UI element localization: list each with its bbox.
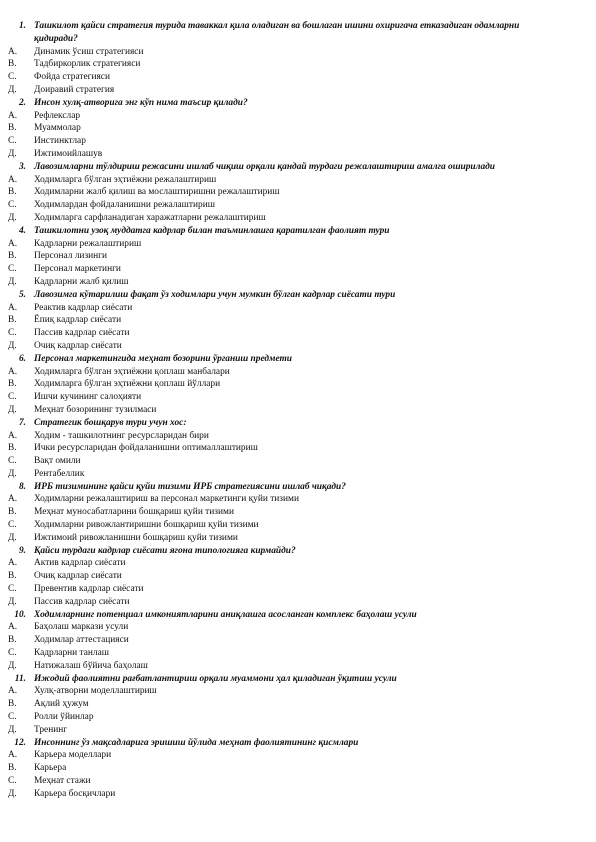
answer-option bbox=[0, 340, 596, 353]
answer-option bbox=[0, 110, 596, 123]
option-letter: C. bbox=[8, 136, 17, 147]
answer-option bbox=[0, 442, 596, 455]
answer-option bbox=[0, 455, 596, 468]
option-text: Ходимларга сарфланадиган харажатларни режалаштириш bbox=[34, 212, 266, 223]
option-letter: Д. bbox=[8, 532, 17, 543]
option-letter: C. bbox=[8, 712, 17, 723]
option-letter: B. bbox=[8, 187, 17, 198]
question-text: Ижодий фаолиятни рағбатлантириш орқали муаммони ҳал қиладиган ўқитиш усули bbox=[34, 673, 397, 684]
option-letter: B. bbox=[8, 251, 17, 262]
option-text: Ходим - ташкилотнинг ресурсларидан бири bbox=[34, 430, 209, 441]
answer-option bbox=[0, 775, 596, 788]
option-letter: A. bbox=[8, 622, 18, 633]
question-text: Инсон хулқ-атворига энг кўп нима таъсир қилади? bbox=[34, 97, 248, 108]
question-number: 9. bbox=[18, 545, 26, 556]
option-text: Рефлекслар bbox=[34, 110, 81, 121]
question-number: 1. bbox=[18, 21, 26, 31]
option-letter: B. bbox=[8, 123, 17, 134]
answer-option bbox=[0, 711, 596, 724]
question-row bbox=[0, 481, 596, 494]
answer-option bbox=[0, 366, 596, 379]
option-letter: A. bbox=[8, 366, 18, 377]
option-letter: C. bbox=[8, 520, 17, 531]
option-text: Ходимларга бўлган эҳтиёжни қоплаш манбалари bbox=[34, 366, 230, 377]
question-number: 5. bbox=[18, 289, 26, 300]
question-row bbox=[0, 673, 596, 686]
option-letter: C. bbox=[8, 264, 17, 275]
option-text: Меҳнат бозорининг тузилмаси bbox=[34, 404, 157, 415]
option-letter: Д. bbox=[8, 340, 17, 351]
question-number: 6. bbox=[18, 353, 26, 364]
option-letter: A. bbox=[8, 430, 18, 441]
option-letter: B. bbox=[8, 379, 17, 390]
option-letter: B. bbox=[8, 315, 17, 326]
answer-option bbox=[0, 186, 596, 199]
option-letter: C. bbox=[8, 328, 17, 339]
option-text: Хулқ-атворни моделлаштириш bbox=[34, 686, 157, 697]
answer-option bbox=[0, 314, 596, 327]
option-letter: B. bbox=[8, 571, 17, 582]
question-row bbox=[0, 161, 596, 174]
answer-option bbox=[0, 634, 596, 647]
option-text: Ходимлар аттестацияси bbox=[34, 635, 129, 646]
answer-option bbox=[0, 685, 596, 698]
answer-option bbox=[0, 532, 596, 545]
question-row bbox=[0, 97, 596, 110]
option-letter: Д. bbox=[8, 84, 17, 95]
option-text: Пассив кадрлар сиёсати bbox=[34, 596, 130, 607]
answer-option bbox=[0, 58, 596, 71]
question-text: Қайси турдаги кадрлар сиёсати ягона типологияга кирмайди? bbox=[34, 545, 296, 556]
option-text: Натижалаш бўйича баҳолаш bbox=[34, 660, 148, 671]
answer-option bbox=[0, 570, 596, 583]
answer-option bbox=[0, 238, 596, 251]
answer-option bbox=[0, 135, 596, 148]
option-letter: Д. bbox=[8, 404, 17, 415]
answer-option bbox=[0, 519, 596, 532]
answer-option bbox=[0, 84, 596, 97]
option-letter: B. bbox=[8, 443, 17, 454]
question-row bbox=[0, 545, 596, 558]
answer-option bbox=[0, 302, 596, 315]
answer-option bbox=[0, 493, 596, 506]
question-text: Персонал маркетингида меҳнат бозорини ўрганиш предмети bbox=[34, 353, 292, 364]
question-number: 3. bbox=[18, 161, 26, 172]
answer-option bbox=[0, 506, 596, 519]
option-text: Актив кадрлар сиёсати bbox=[34, 558, 126, 569]
option-letter: B. bbox=[8, 763, 17, 774]
answer-option bbox=[0, 71, 596, 84]
answer-option bbox=[0, 557, 596, 570]
option-text: Фойда стратегияси bbox=[34, 72, 110, 83]
option-letter: A. bbox=[8, 750, 18, 761]
option-letter: B. bbox=[8, 59, 17, 70]
answer-option bbox=[0, 148, 596, 161]
answer-option bbox=[0, 391, 596, 404]
answer-option bbox=[0, 404, 596, 417]
answer-option bbox=[0, 660, 596, 673]
option-letter: A. bbox=[8, 686, 18, 697]
option-text: Баҳолаш маркази усули bbox=[34, 622, 129, 633]
answer-option bbox=[0, 647, 596, 660]
option-letter: C. bbox=[8, 72, 17, 83]
option-text: Ёпиқ кадрлар сиёсати bbox=[34, 315, 122, 326]
answer-option bbox=[0, 263, 596, 276]
option-letter: Д. bbox=[8, 276, 17, 287]
option-text: Карьера моделлари bbox=[34, 750, 112, 761]
answer-option bbox=[0, 327, 596, 340]
option-letter: C. bbox=[8, 392, 17, 403]
option-letter: A. bbox=[8, 302, 18, 313]
option-text: Ақлий ҳужум bbox=[34, 699, 89, 710]
question-number: 2. bbox=[18, 97, 26, 108]
option-text: Ходимларга бўлган эҳтиёжни режалаштириш bbox=[34, 174, 217, 185]
option-text: Карьера босқичлари bbox=[34, 788, 116, 799]
question-number: 4. bbox=[18, 225, 26, 236]
question-text: Стратегик бошқарув тури учун хос: bbox=[34, 417, 187, 428]
option-text: Ходимларга бўлган эҳтиёжни қоплаш йўллари bbox=[34, 379, 221, 390]
question-text: Инсоннинг ўз мақсадларига эришиш йўлида меҳнат фаолиятининг қисмлари bbox=[34, 737, 359, 748]
option-letter: B. bbox=[8, 635, 17, 646]
option-text: Ходимларни режалаштириш ва персонал маркетинги қуйи тизими bbox=[34, 494, 299, 505]
option-text: Меҳнат муносабатларини бошқариш қуйи тизими bbox=[34, 507, 234, 518]
answer-option bbox=[0, 762, 596, 775]
option-letter: C. bbox=[8, 776, 17, 787]
option-text: Рентабеллик bbox=[34, 468, 85, 479]
option-text: Ходимларни ривожлантиришни бошқариш қуйи тизими bbox=[34, 520, 259, 531]
option-letter: Д. bbox=[8, 212, 17, 223]
option-letter: Д. bbox=[8, 468, 17, 479]
answer-option bbox=[0, 596, 596, 609]
option-letter: Д. bbox=[8, 596, 17, 607]
option-text: Ходимлардан фойдаланишни режалаштириш bbox=[34, 200, 215, 211]
option-text: Ролли ўйинлар bbox=[34, 712, 94, 723]
question-text: ИРБ тизимининг қайси қуйи тизими ИРБ стратегиясини ишлаб чиқади? bbox=[34, 481, 346, 492]
answer-option bbox=[0, 749, 596, 762]
answer-option bbox=[0, 583, 596, 596]
option-text: Тренинг bbox=[34, 724, 68, 735]
answer-option bbox=[0, 122, 596, 135]
option-text: Очиқ кадрлар сиёсати bbox=[34, 571, 122, 582]
option-letter: A. bbox=[8, 238, 18, 249]
question-text: Ташкилот қайси стратегия турида таваккал қила оладиган ва бошлаган ишини охиригача етказадиган одамларни қидиради? bbox=[34, 21, 520, 44]
option-text: Кадрларни режалаштириш bbox=[34, 238, 142, 249]
question-text: Ташкилотни узоқ муддатга кадрлар билан таъминлашга қаратилган фаолият тури bbox=[34, 225, 390, 236]
answer-option bbox=[0, 468, 596, 481]
question-row bbox=[0, 353, 596, 366]
question-row bbox=[0, 737, 596, 750]
option-text: Кадрларни танлаш bbox=[34, 648, 109, 659]
option-letter: C. bbox=[8, 648, 17, 659]
option-letter: Д. bbox=[8, 660, 17, 671]
question-number: 11. bbox=[14, 673, 26, 684]
option-text: Кадрларни жалб қилиш bbox=[34, 276, 129, 287]
option-text: Муаммолар bbox=[34, 123, 81, 134]
option-text: Динамик ўсиш стратегияси bbox=[34, 46, 144, 57]
option-letter: Д. bbox=[8, 724, 17, 735]
option-text: Карьера bbox=[34, 763, 67, 774]
option-text: Ижтимоий ривожланишни бошқариш қуйи тизими bbox=[34, 532, 238, 543]
option-text: Инстинктлар bbox=[34, 136, 86, 147]
question-row bbox=[0, 20, 596, 46]
question-number: 10. bbox=[14, 609, 26, 620]
option-text: Вақт омили bbox=[34, 456, 81, 467]
option-letter: C. bbox=[8, 456, 17, 467]
option-text: Тадбиркорлик стратегияси bbox=[34, 59, 141, 70]
question-row bbox=[0, 609, 596, 622]
option-letter: C. bbox=[8, 584, 17, 595]
option-letter: A. bbox=[8, 46, 18, 57]
option-text: Ишчи кучининг салоҳияти bbox=[34, 392, 142, 403]
answer-option bbox=[0, 430, 596, 443]
option-letter: C. bbox=[8, 200, 17, 211]
question-row bbox=[0, 289, 596, 302]
answer-option bbox=[0, 698, 596, 711]
option-text: Очиқ кадрлар сиёсати bbox=[34, 340, 122, 351]
option-text: Персонал лизинги bbox=[34, 251, 108, 262]
option-text: Пассив кадрлар сиёсати bbox=[34, 328, 130, 339]
question-row bbox=[0, 417, 596, 430]
option-letter: A. bbox=[8, 174, 18, 185]
option-letter: Д. bbox=[8, 788, 17, 799]
answer-option bbox=[0, 276, 596, 289]
option-letter: Д. bbox=[8, 148, 17, 159]
option-letter: A. bbox=[8, 110, 18, 121]
answer-option bbox=[0, 46, 596, 59]
option-letter: B. bbox=[8, 507, 17, 518]
answer-option bbox=[0, 621, 596, 634]
answer-option bbox=[0, 378, 596, 391]
option-text: Превентив кадрлар сиёсати bbox=[34, 584, 144, 595]
option-text: Доиравий стратегия bbox=[34, 84, 115, 95]
question-number: 8. bbox=[18, 481, 26, 492]
answer-option bbox=[0, 212, 596, 225]
test-page bbox=[0, 20, 596, 801]
question-number: 12. bbox=[14, 737, 26, 748]
answer-option bbox=[0, 250, 596, 263]
option-letter: B. bbox=[8, 699, 17, 710]
answer-option bbox=[0, 788, 596, 801]
question-text: Лавозимга кўтарилиш фақат ўз ходимлари учун мумкин бўлган кадрлар сиёсати тури bbox=[34, 289, 396, 300]
answer-option bbox=[0, 724, 596, 737]
option-text: Меҳнат стажи bbox=[34, 776, 91, 787]
option-text: Ички ресурсларидан фойдаланишни оптималлаштириш bbox=[34, 443, 258, 454]
question-row bbox=[0, 225, 596, 238]
option-text: Ходимларни жалб қилиш ва мослаштиришни режалаштириш bbox=[34, 187, 280, 198]
answer-option bbox=[0, 174, 596, 187]
option-letter: A. bbox=[8, 558, 18, 569]
question-text: Лавозимларни тўлдириш режасини ишлаб чиқиш орқали қандай турдаги режалаштириш амалга оширилади bbox=[34, 161, 496, 172]
option-text: Персонал маркетинги bbox=[34, 264, 121, 275]
option-letter: A. bbox=[8, 494, 18, 505]
question-number: 7. bbox=[18, 417, 26, 428]
option-text: Реактив кадрлар сиёсати bbox=[34, 302, 133, 313]
answer-option bbox=[0, 199, 596, 212]
question-text: Ходимларнинг потенциал имкониятларини аниқлашга асосланган комплекс баҳолаш усули bbox=[34, 609, 417, 620]
option-text: Ижтимоийлашув bbox=[34, 148, 103, 159]
